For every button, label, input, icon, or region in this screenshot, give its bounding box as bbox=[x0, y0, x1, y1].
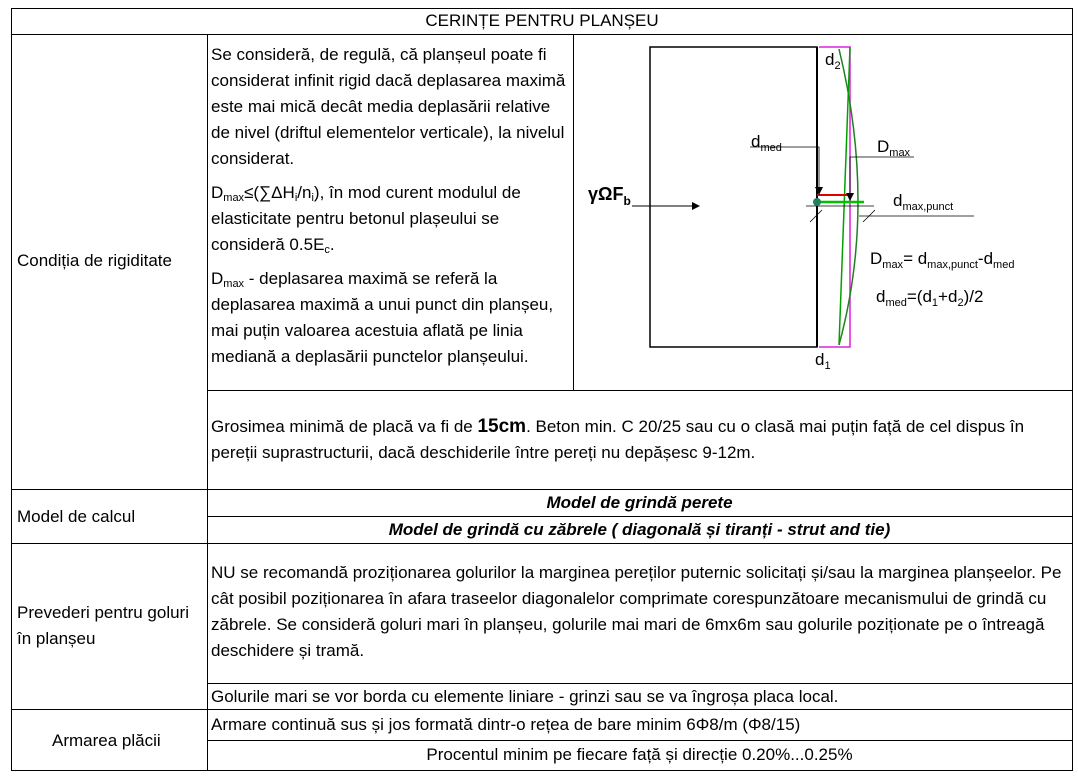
label-armare: Armarea plăcii bbox=[52, 731, 161, 750]
rigiditate-para1: Se consideră, de regulă, că planșeul poate fi considerat infinit rigid dacă deplasarea maximă este mai mică decât media deplasării relative de nivel (driftul elementelor verticale), la nivelul considerat. bbox=[211, 45, 566, 168]
dmed-label: $d_{med}$ bbox=[751, 132, 782, 154]
Dmax-leader bbox=[850, 157, 914, 193]
page-title: CERINȚE PENTRU PLANȘEU bbox=[425, 11, 659, 30]
border-diagram-bottom bbox=[207, 390, 1072, 391]
label-goluri: Prevederi pentru goluri în planșeu bbox=[17, 603, 189, 648]
armare-line1: Armare continuă sus și jos formată dintr-o rețea de bare minim 6Φ8/m (Φ8/15) bbox=[211, 715, 801, 734]
d1-label: $d_1$ bbox=[815, 350, 831, 372]
goluri-para1: NU se recomandă proziționarea golurilor la marginea pereților puternic solicitați și/sau la marginea planșeelor. Pe cât posibil poziționarea în afara traseelor diagonalelor comprimate corespunzătoare mecanismului de grindă cu zăbrele. Se consideră goluri mari în planșeu, golurile mai mari de 6mx6m sau golurile poziționate pe o întreagă deschidere și tramă. bbox=[211, 563, 1062, 660]
model-line1: Model de grindă perete bbox=[546, 493, 733, 512]
border-label-col bbox=[207, 34, 208, 770]
rigiditate-para3: $D_{max}$ - deplasarea maximă se referă la deplasarea maximă a unui punct din planșeu, mai puțin valoarea acestuia aflată pe linia mediană a deplasării punctelor planșeului. bbox=[211, 269, 554, 366]
deformed-boundary bbox=[819, 47, 850, 347]
Dmax-label: $D_{max}$ bbox=[877, 137, 911, 159]
dmaxpunct-label: $d_{max,punct}$ bbox=[893, 191, 954, 213]
border-right bbox=[1072, 8, 1073, 770]
equation-dmax: $D_{max}= d_{max,punct}-d_{med}$ bbox=[870, 249, 1015, 271]
border-left bbox=[11, 8, 12, 770]
rigidity-diagram bbox=[574, 35, 1072, 390]
goluri-para2: Golurile mari se vor borda cu elemente liniare - grinzi sau se va îngroșa placa local. bbox=[211, 687, 839, 706]
centre-dot bbox=[813, 198, 821, 206]
force-label: γΩF$_b$ bbox=[588, 184, 631, 208]
rigiditate-text bbox=[211, 42, 571, 370]
label-model: Model de calcul bbox=[17, 507, 136, 526]
border-bottom bbox=[11, 770, 1073, 771]
equation-dmed: $d_{med}=(d_1+d_2)/2$ bbox=[876, 287, 984, 309]
label-rigiditate: Condiția de rigiditate bbox=[17, 251, 172, 270]
d2-label: $d_2$ bbox=[825, 50, 841, 72]
floor-slab bbox=[650, 47, 817, 347]
rigiditate-para2: $D_{max}\le(\sum\Delta H_i/n_i)$, în mod curent modulul de elasticitate pentru betonul plașeului se consideră $0.5E_c$. bbox=[211, 183, 521, 256]
border-model-bottom bbox=[11, 543, 1073, 544]
border-armare-mid bbox=[207, 740, 1072, 741]
force-arrowhead bbox=[692, 202, 700, 210]
grosime-text: Grosimea minimă de placă va fi de 15cm. Beton min. C 20/25 sau cu o clasă mai puțin față de cel dispus în pereții suprastructurii, dacă deschiderile între pereți nu depășesc 9-12m. bbox=[211, 416, 1025, 462]
armare-line2: Procentul minim pe fiecare față și direcție 0.20%...0.25% bbox=[426, 745, 853, 764]
Dmax-arrowhead bbox=[846, 193, 854, 201]
model-line2: Model de grindă cu zăbrele ( diagonală și tiranți - strut and tie) bbox=[388, 520, 891, 539]
